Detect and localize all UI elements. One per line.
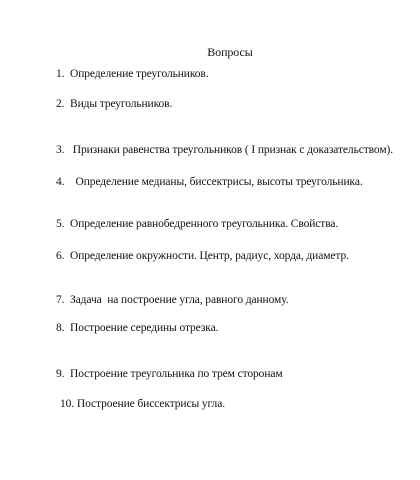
question-number: 6. [56,250,65,262]
question-text: Определение треугольников. [70,68,209,80]
question-number: 10. [60,398,75,410]
question-text: Определение равнобедренного треугольника. Свойства. [70,218,339,230]
question-number: 4. [56,176,65,188]
question-item-1 [56,68,209,80]
question-number: 8. [56,322,65,334]
question-text: Построение треугольника по трем сторонам [70,368,283,380]
question-text: Определение окружности. Центр, радиус, хорда, диаметр. [70,250,349,262]
document-title: Вопросы [207,45,253,59]
question-text: Определение медианы, биссектрисы, высоты треугольника. [75,176,363,188]
question-number: 2. [56,98,65,110]
question-number: 1. [56,68,65,80]
question-item-7 [56,294,289,306]
question-text: Построение биссектрисы угла. [76,398,225,410]
question-item-3 [56,144,393,156]
question-text: Виды треугольников. [70,98,173,110]
question-item-6 [56,250,349,262]
question-text: Признаки равенства треугольников ( I признак с доказательством). [72,144,394,156]
question-number: 3. [56,144,65,156]
question-item-5 [56,218,338,230]
question-item-9 [56,368,283,380]
question-number: 5. [56,218,65,230]
question-item-10 [60,398,225,410]
question-item-4 [56,176,363,188]
question-text: Построение середины отрезка. [70,322,219,334]
question-item-8 [56,322,218,334]
question-number: 9. [56,368,65,380]
question-item-2 [56,98,172,110]
question-text: Задача на построение угла, равного данному. [70,294,289,306]
question-number: 7. [56,294,65,306]
